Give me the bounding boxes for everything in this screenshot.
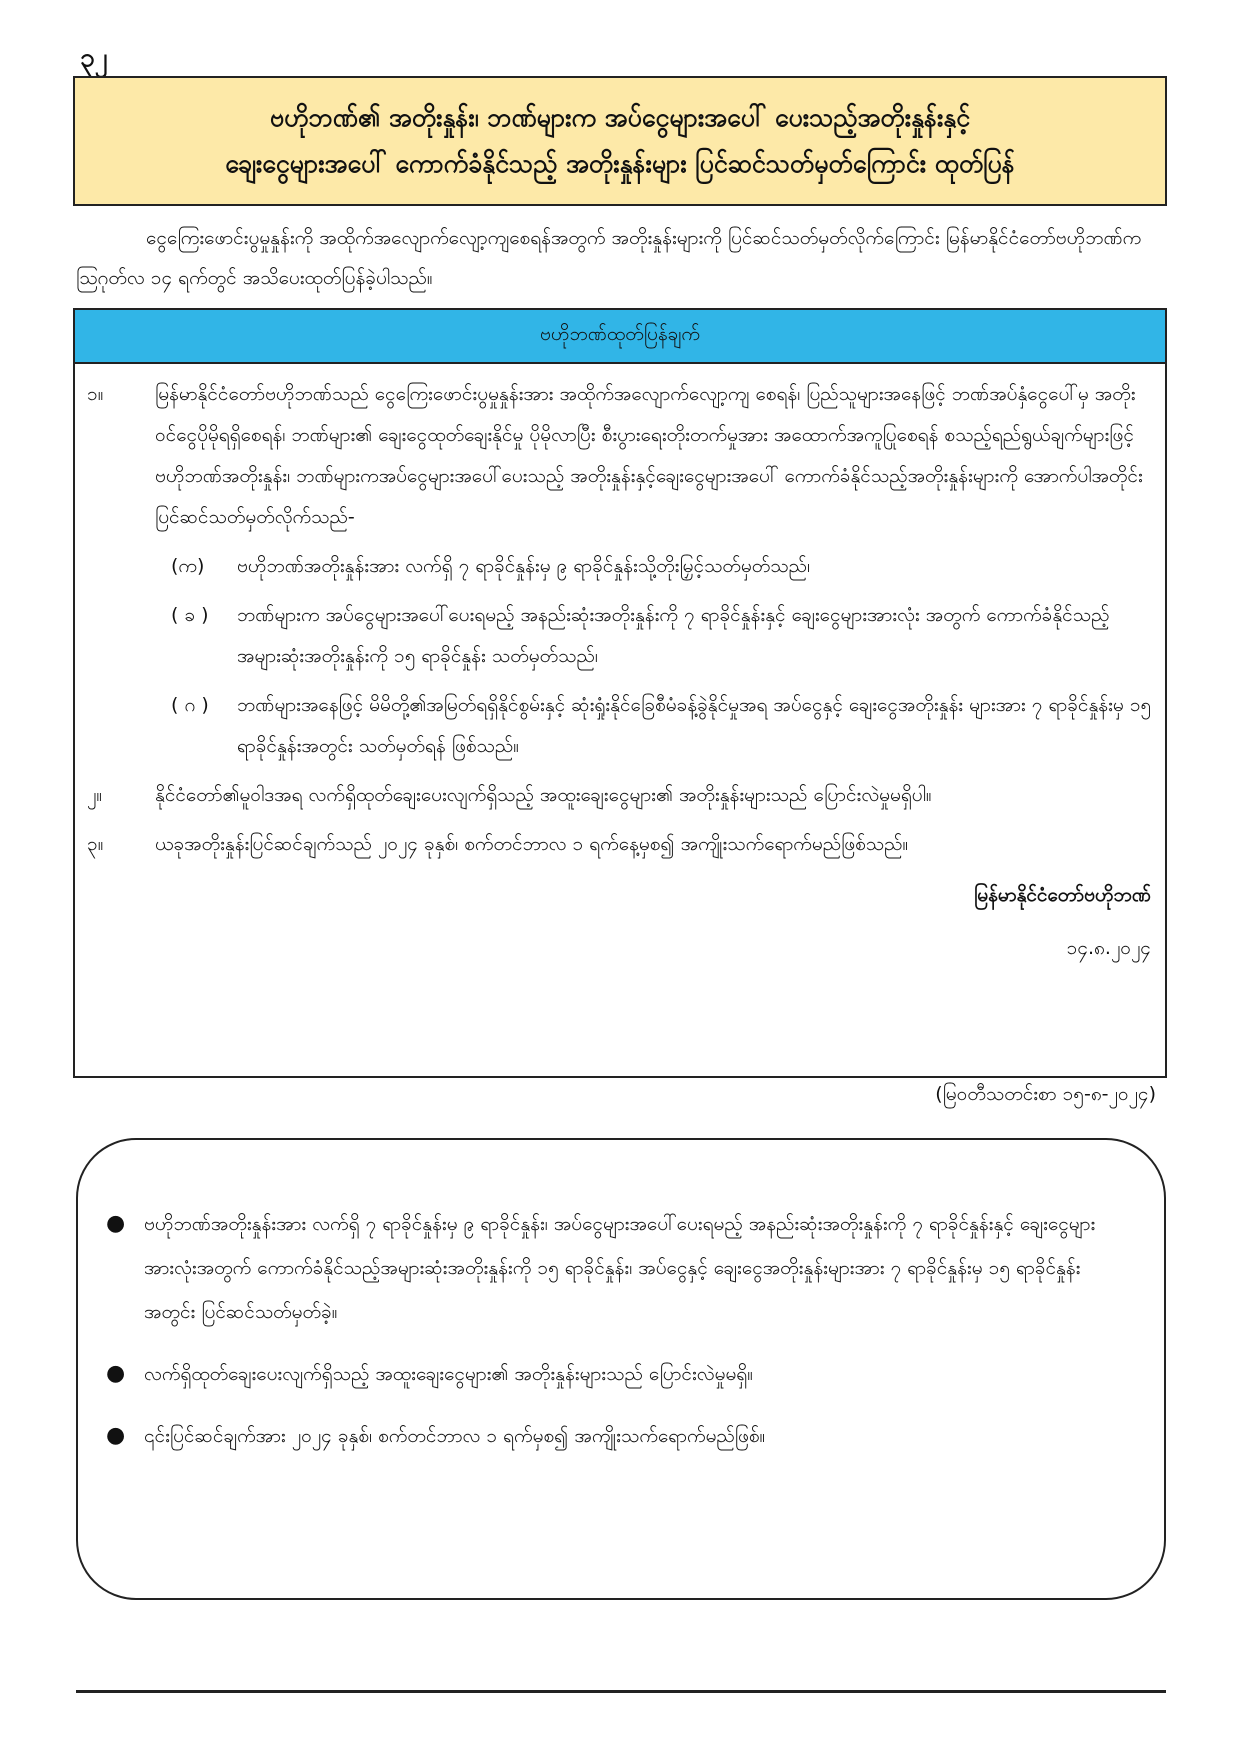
paragraph-number: ၂။ bbox=[87, 784, 103, 806]
sub-item bbox=[171, 685, 1153, 767]
paragraph-text: နိုင်ငံတော်၏မူဝါဒအရ လက်ရှိထုတ်ချေးပေးလျက်ရှိသည့် အထူးချေးငွေများ၏ အတိုးနှုန်းများသည် ပြောင်းလဲမှုမရှိပါ။ bbox=[155, 784, 932, 806]
sub-item bbox=[171, 546, 1153, 587]
summary-box bbox=[76, 1138, 1166, 1600]
sub-item-text: ဗဟိုဘဏ်အတိုးနှုန်းအား လက်ရှိ ၇ ရာခိုင်နှုန်းမှ ၉ ရာခိုင်နှုန်းသို့တိုးမြှင့်သတ်မှတ်သည်၊ bbox=[237, 555, 811, 577]
notice-date: ၁၄.၈.၂၀၂၄ bbox=[1066, 937, 1151, 959]
intro-text: ငွေကြေးဖောင်းပွမှုနှုန်းကို အထိုက်အလျောက်လျော့ကျစေရန်အတွက် အတိုးနှုန်းများကို ပြင်ဆင်သတ်မှတ်လိုက်ကြောင်း မြန်မာနိုင်ငံတော်ဗဟိုဘဏ်က ဩဂုတ်လ ၁၄ ရက်တွင် အသိပေးထုတ်ပြန်ခဲ့ပါသည်။ bbox=[76, 227, 1142, 289]
sub-item-text: ဘဏ်များက အပ်ငွေများအပေါ်ပေးရမည့် အနည်းဆုံးအတိုးနှုန်းကို ၇ ရာခိုင်နှုန်းနှင့် ချေးငွေများအားလုံး အတွက် ကောက်ခံနိုင်သည့်အများဆုံးအတိုးနှုန်းကို ၁၅ ရာခိုင်နှုန်း သတ်မှတ်သည်၊ bbox=[237, 604, 1110, 667]
title-line-2: ချေးငွေများအပေါ် ကောက်ခံနိုင်သည့် အတိုးနှုန်းများ ပြင်ဆင်သတ်မှတ်ကြောင်း ထုတ်ပြန် bbox=[225, 149, 1015, 178]
sub-item-text: ဘဏ်များအနေဖြင့် မိမိတို့၏အမြတ်ရရှိနိုင်စွမ်းနှင့် ဆုံးရှုံးနိုင်ခြေစီမံခန့်ခွဲနိုင်မှုအရ အပ်ငွေနှင့် ချေးငွေအတိုးနှုန်း များအား ၇ ရာခိုင်နှုန်းမှ ၁၅ ရာခိုင်နှုန်းအတွင်း သတ်မှတ်ရန် ဖြစ်သည်။ bbox=[237, 694, 1152, 757]
title-line-1: ဗဟိုဘဏ်၏ အတိုးနှုန်း၊ ဘဏ်များက အပ်ငွေများအပေါ် ပေးသည့်အတိုးနှုန်းနှင့် bbox=[269, 103, 971, 132]
sub-item-label: ( ဂ ) bbox=[171, 694, 209, 716]
intro-paragraph bbox=[76, 218, 1164, 298]
notice-header: ဗဟိုဘဏ်ထုတ်ပြန်ချက် bbox=[75, 310, 1165, 364]
sub-item bbox=[171, 595, 1153, 677]
notice-body bbox=[75, 364, 1165, 969]
summary-item bbox=[106, 1202, 1124, 1334]
sub-item-label: (က) bbox=[171, 555, 205, 577]
summary-item bbox=[106, 1352, 1124, 1396]
summary-item bbox=[106, 1414, 1124, 1458]
paragraph-text: မြန်မာနိုင်ငံတော်ဗဟိုဘဏ်သည် ငွေကြေးဖောင်းပွမှုနှုန်းအား အထိုက်အလျောက်လျော့ကျ စေရန်၊ ပြည်သူများအနေဖြင့် ဘဏ်အပ်နှံငွေပေါ်မှ အတိုးဝင်ငွေပိုမိုရရှိစေရန်၊ ဘဏ်များ၏ ချေးငွေထုတ်ချေးနိုင်မှု ပိုမိုလာပြီး စီးပွားရေးတိုးတက်မှုအား အထောက်အကူပြုစေရန် စသည့်ရည်ရွယ်ချက်များဖြင့် ဗဟိုဘဏ်အတိုးနှုန်း၊ ဘဏ်များကအပ်ငွေများအပေါ်ပေးသည့် အတိုးနှုန်းနှင့်ချေးငွေများအပေါ် ကောက်ခံနိုင်သည့်အတိုးနှုန်းများကို အောက်ပါအတိုင်း ပြင်ဆင်သတ်မှတ်လိုက်သည်- bbox=[155, 383, 1143, 528]
footer-rule bbox=[76, 1690, 1166, 1693]
paragraph-number: ၁။ bbox=[87, 383, 104, 405]
summary-text: ဗဟိုဘဏ်အတိုးနှုန်းအား လက်ရှိ ၇ ရာခိုင်နှုန်းမှ ၉ ရာခိုင်နှုန်း၊ အပ်ငွေများအပေါ်ပေးရမည့် အနည်းဆုံးအတိုးနှုန်းကို ၇ ရာခိုင်နှုန်းနှင့် ချေးငွေများအားလုံးအတွက် ကောက်ခံနိုင်သည့်အများဆုံးအတိုးနှုန်းကို ၁၅ ရာခိုင်နှုန်း၊ အပ်ငွေနှင့် ချေးငွေအတိုးနှုန်းများအား ၇ ရာခိုင်နှုန်းမှ ၁၅ ရာခိုင်နှုန်းအတွင်း ပြင်ဆင်သတ်မှတ်ခဲ့။ bbox=[144, 1213, 1096, 1323]
notice-paragraph-3 bbox=[87, 824, 1153, 865]
bullet-icon: ● bbox=[106, 1211, 126, 1236]
signatory: မြန်မာနိုင်ငံတော်ဗဟိုဘဏ် bbox=[974, 884, 1151, 906]
source-citation: (မြဝတီသတင်းစာ ၁၅-၈-၂၀၂၄) bbox=[935, 1083, 1156, 1105]
summary-text: လက်ရှိထုတ်ချေးပေးလျက်ရှိသည့် အထူးချေးငွေများ၏ အတိုးနှုန်းများသည် ပြောင်းလဲမှုမရှိ။ bbox=[144, 1363, 753, 1385]
page-number: ၃၂ bbox=[80, 43, 108, 73]
paragraph-number: ၃။ bbox=[87, 833, 104, 855]
notice-paragraph-2 bbox=[87, 775, 1153, 816]
title-box bbox=[73, 76, 1167, 206]
notice-box bbox=[73, 308, 1167, 1078]
notice-paragraph-1 bbox=[87, 374, 1153, 538]
paragraph-text: ယခုအတိုးနှုန်းပြင်ဆင်ချက်သည် ၂၀၂၄ ခုနှစ်၊ စက်တင်ဘာလ ၁ ရက်နေ့မှစ၍ အကျိုးသက်ရောက်မည်ဖြစ်သည်။ bbox=[155, 833, 909, 855]
sub-item-label: ( ခ ) bbox=[171, 604, 209, 626]
bullet-icon: ● bbox=[106, 1423, 126, 1448]
summary-text: ၎င်းပြင်ဆင်ချက်အား ၂၀၂၄ ခုနှစ်၊ စက်တင်ဘာလ ၁ ရက်မှစ၍ အကျိုးသက်ရောက်မည်ဖြစ်။ bbox=[144, 1425, 766, 1447]
bullet-icon: ● bbox=[106, 1361, 126, 1386]
